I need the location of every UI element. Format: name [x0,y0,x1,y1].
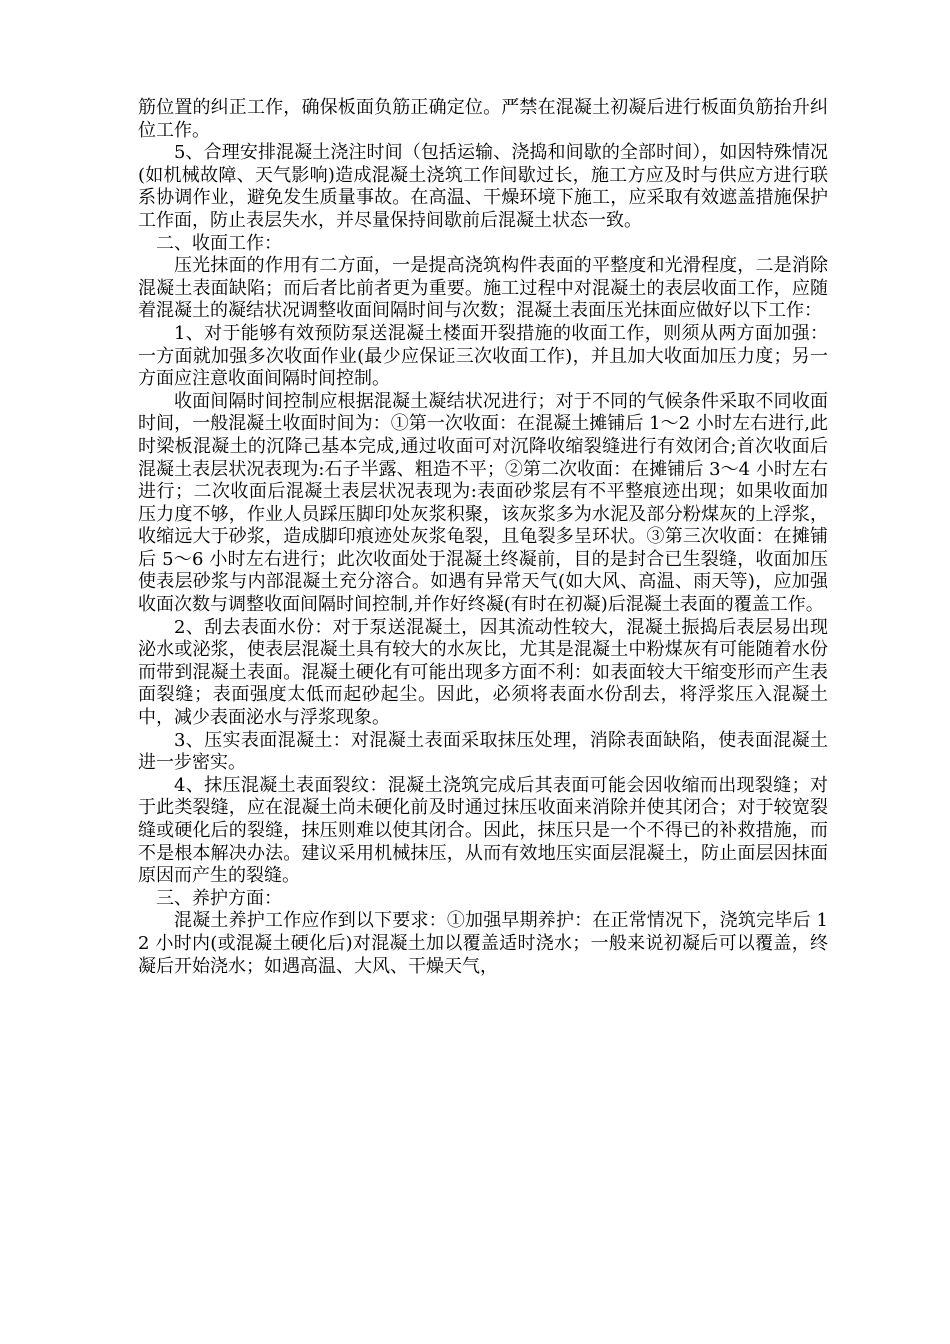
paragraph-pouring-time: 5、合理安排混凝土浇注时间（包括运输、浇捣和间歇的全部时间），如因特殊情况(如机械故障、天气影响)造成混凝土浇筑工作间歇过长，施工方应及时与供应方进行联系协调作业，避免发生质量事故。在高温、干燥环境下施工，应采取有效遮盖措施保护工作面，防止表层失水，并尽量保持间歇前后混凝土状态一致。 [138,142,828,231]
paragraph-item-2-remove-water: 2、刮去表面水份：对于泵送混凝土，因其流动性较大，混凝土振捣后表层易出现泌水或泌浆，使表层混凝土具有较大的水灰比，尤其是混凝土中粉煤灰有可能随着水份而带到混凝土表面。混凝土硬化有可能出现多方面不利：如表面较大干缩变形而产生表面裂缝；表面强度太低而起砂起尘。因此，必须将表面水份刮去，将浮浆压入混凝土中，减少表面泌水与浮浆现象。 [138,616,828,729]
section-heading-curing: 三、养护方面： [156,887,282,909]
section-heading-finishing: 二、收面工作： [156,232,282,254]
paragraph-finishing-intervals: 收面间隔时间控制应根据混凝土凝结状况进行；对于不同的气候条件采取不同收面时间，一般混凝土收面时间为：①第一次收面：在混凝土摊铺后 1～2 小时左右进行,此时梁板混凝土的沉降己基本完成,通过收面可对沉降收缩裂缝进行有效闭合;首次收面后混凝土表层状况表现为:石子半露、粗造不平；②第二次收面：在摊铺后 3～4 小时左右进行；二次收面后混凝土表层状况表现为:表面砂浆层有不平整痕迹出现；如果收面加压力度不够，作业人员踩压脚印处灰浆积聚，该灰浆多为水泥及部分粉煤灰的上浮浆，收缩远大于砂浆，造成脚印痕迹处灰浆龟裂，且龟裂多呈环状。③第三次收面：在摊铺后 5～6 小时左右进行；此次收面处于混凝土终凝前，目的是封合已生裂缝，收面加压使表层砂浆与内部混凝土充分溶合。如遇有异常天气(如大风、高温、雨天等)，应加强收面次数与调整收面间隔时间控制,并作好终凝(有时在初凝)后混凝土表面的覆盖工作。 [138,390,829,616]
paragraph-continued-rebar: 筋位置的纠正工作，确保板面负筋正确定位。严禁在混凝土初凝后进行板面负筋抬升纠位工作。 [138,97,828,141]
document-page [138,97,828,978]
paragraph-item-3-compact-surface: 3、压实表面混凝土：对混凝土表面采取抹压处理，消除表面缺陷，使表面混凝土进一步密实。 [138,729,828,774]
paragraph-item-4-surface-cracks: 4、抹压混凝土表面裂纹：混凝土浇筑完成后其表面可能会因收缩而出现裂缝；对于此类裂缝，应在混凝土尚未硬化前及时通过抹压收面来消除并使其闭合；对于较宽裂缝或硬化后的裂缝，抹压则难以使其闭合。因此，抹压只是一个不得已的补救措施，而不是根本解决办法。建议采用机械抹压，从而有效地压实面层混凝土，防止面层因抹面原因而产生的裂缝。 [138,774,828,887]
paragraph-item-1-finishing: 1、对于能够有效预防泵送混凝土楼面开裂措施的收面工作，则须从两方面加强：一方面就加强多次收面作业(最少应保证三次收面工作)，并且加大收面加压力度；另一方面应注意收面间隔时间控制。 [138,322,828,390]
paragraph-troweling-purpose: 压光抹面的作用有二方面，一是提高浇筑构件表面的平整度和光滑程度，二是消除混凝土表面缺陷；而后者比前者更为重要。施工过程中对混凝土的表层收面工作，应随着混凝土的凝结状况调整收面间隔时间与次数；混凝土表面压光抹面应做好以下工作： [138,255,828,322]
paragraph-curing-requirements: 混凝土养护工作应作到以下要求：①加强早期养护：在正常情况下，浇筑完毕后 12 小时内(或混凝土硬化后)对混凝土加以覆盖适时浇水；一般来说初凝后可以覆盖，终凝后开始浇水；如遇高温、大风、干燥天气， [138,910,828,977]
